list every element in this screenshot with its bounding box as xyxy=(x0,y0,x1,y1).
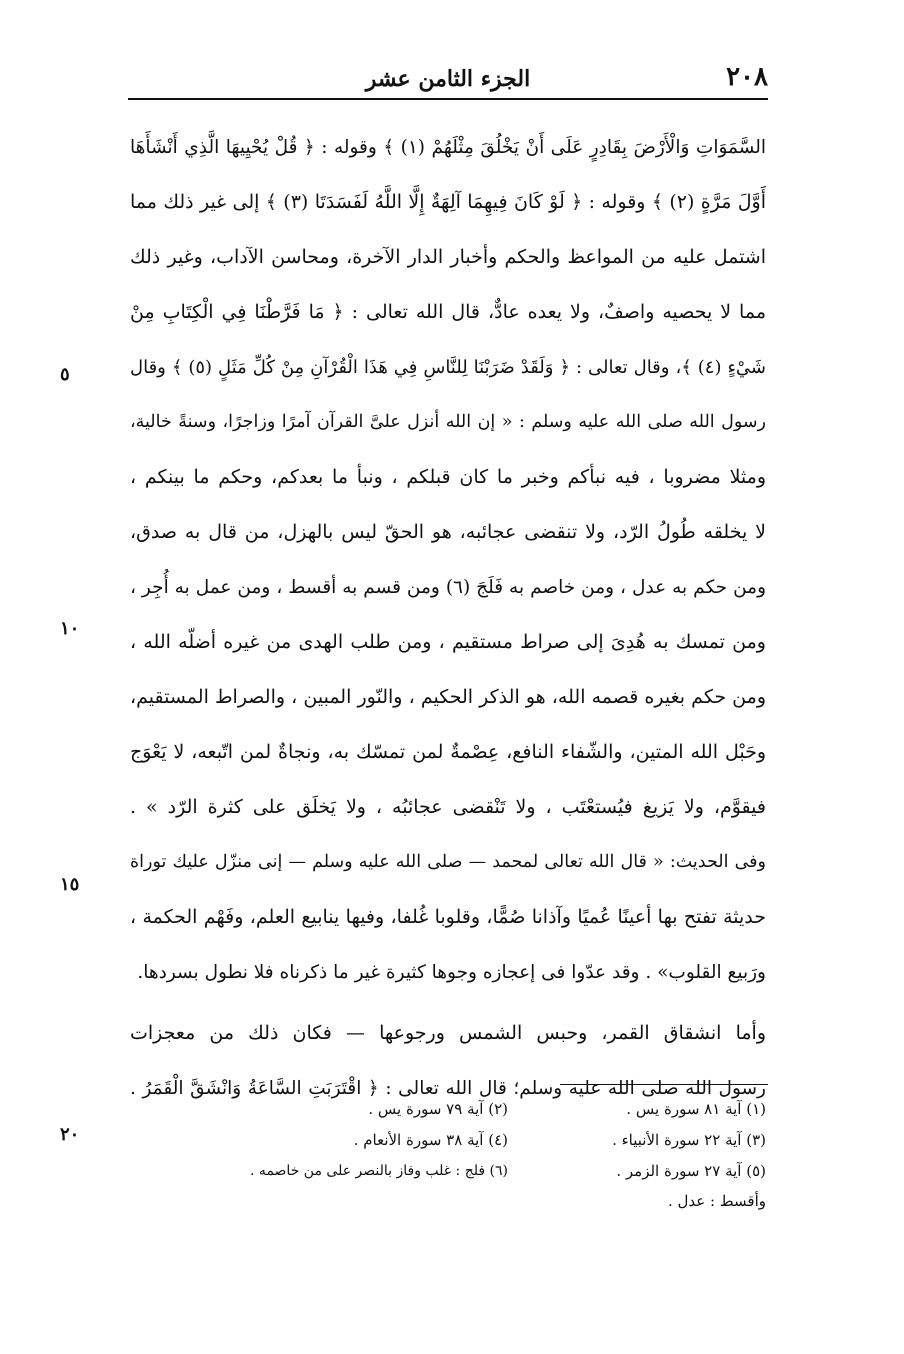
page-number: ٢٠٨ xyxy=(726,62,768,92)
text-line: وحَبْل الله المتين، والشّفاء النافع، عِصْمةٌ لمن تمسّك به، ونجاةٌ لمن اتّبعه، لا يَعْوَج xyxy=(130,741,766,763)
footnote: (٣) آية ٢٢ سورة الأنبياء . xyxy=(612,1131,766,1149)
footnote: (١) آية ٨١ سورة يس . xyxy=(626,1100,766,1118)
header-rule xyxy=(128,98,768,100)
text-line: رسول الله صلى الله عليه وسلم؛ قال الله تعالى : ﴿ اقْتَرَبَتِ السَّاعَةُ وَانْشَقَّ الْقَمَرُ . xyxy=(130,1078,766,1099)
text-line: السَّمَوَاتِ وَالْأَرْضَ بِقَادِرٍ عَلَى أَنْ يَخْلُقَ مِثْلَهُمْ (١) ﴾ وقوله : ﴿ قُلْ يُحْيِيهَا الَّذِي أَنْشَأَهَا xyxy=(130,137,766,158)
text-line: شَيْءٍ (٤) ﴾، وقال تعالى : ﴿ وَلَقَدْ ضَرَبْنَا لِلنَّاسِ فِي هَذَا الْقُرْآنِ مِنْ كُلِّ مَثَلٍ (٥) ﴾ وقال xyxy=(130,357,766,378)
footnote: (٦) فلج : غلب وفاز بالنصر على من خاصمه . xyxy=(250,1163,508,1179)
text-line: مما لا يحصيه واصفٌ، ولا يعده عادٌّ، قال الله تعالى : ﴿ مَا فَرَّطْنَا فِي الْكِتَابِ مِنْ xyxy=(130,301,766,323)
text-line: وأما انشقاق القمر، وحبس الشمس ورجوعها — فكان ذلك من معجزات xyxy=(130,1022,766,1044)
text-line: ومن حكم بغيره قصمه الله، هو الذكر الحكيم ، والنّور المبين ، والصراط المستقيم، xyxy=(130,686,766,708)
text-line: ومن تمسك به هُدِىَ إلى صراط مستقيم ، ومن طلب الهدى من غيره أضلّه الله ، xyxy=(130,631,766,653)
text-line: لا يخلقه طُولُ الرّد، ولا تنقضى عجائبه، هو الحقّ ليس بالهزل، من قال به صدق، xyxy=(130,521,766,543)
footnote: (٤) آية ٣٨ سورة الأنعام . xyxy=(353,1131,508,1149)
text-line: وفى الحديث: « قال الله تعالى لمحمد — صلى الله عليه وسلم — إنى منزّل عليك توراة xyxy=(130,852,766,872)
main-text xyxy=(130,120,766,1116)
text-line: حديثة تفتح بها أعينًا عُميًا وآذانا صُمًّا، وقلوبا غُلفا، وفيها ينابيع العلم، وفَهْم الحكمة ، xyxy=(130,906,766,928)
footnotes xyxy=(250,1094,766,1215)
text-line: ورَبيع القلوب» . وقد عدّوا فى إعجازه وجوها كثيرة غير ما ذكرناه فلا نطول بسردها. xyxy=(137,962,766,983)
footnote-rule xyxy=(560,1084,768,1085)
footnote-row xyxy=(250,1094,766,1125)
text-line: رسول الله صلى الله عليه وسلم : « إن الله أنزل علىَّ القرآن آمرًا وزاجرًا، وسنةً خالية، xyxy=(130,412,766,432)
footnote-row xyxy=(250,1125,766,1156)
text-line: فيقوَّم، ولا يَزيغ فيُستعْتَب ، ولا تَنْقضى عجائبُه ، ولا يَخلَق على كثرة الرّد » . xyxy=(130,796,766,818)
margin-line-number: ٥ xyxy=(60,364,70,385)
margin-line-number: ١٠ xyxy=(60,618,80,639)
footnote-continuation: وأقسط : عدل . xyxy=(667,1192,766,1210)
footnote-row xyxy=(250,1156,766,1187)
page-header xyxy=(128,56,768,96)
running-title: الجزء الثامن عشر xyxy=(365,66,531,92)
footnote: (٥) آية ٢٧ سورة الزمر . xyxy=(616,1162,766,1180)
text-line: أَوَّلَ مَرَّةٍ (٢) ﴾ وقوله : ﴿ لَوْ كَانَ فِيهِمَا آلِهَةٌ إِلَّا اللَّهُ لَفَسَدَتَا (٣) ﴾ إلى غير ذلك مما xyxy=(130,191,766,213)
margin-line-number: ٢٠ xyxy=(60,1124,80,1145)
text-line: ومثلا مضروبا ، فيه نبأكم وخبر ما كان قبلكم ، ونبأ ما بعدكم، وحكم ما بينكم ، xyxy=(130,466,766,488)
footnote: (٢) آية ٧٩ سورة يس . xyxy=(368,1100,508,1118)
margin-line-number: ١٥ xyxy=(60,874,80,895)
text-line: اشتمل عليه من المواعظ والحكم وأخبار الدار الآخرة، ومحاسن الآداب، وغير ذلك xyxy=(130,246,766,268)
text-line: ومن حكم به عدل ، ومن خاصم به فَلَجَ (٦) ومن قسم به أقسط ، ومن عمل به أُجِر ، xyxy=(130,577,766,598)
